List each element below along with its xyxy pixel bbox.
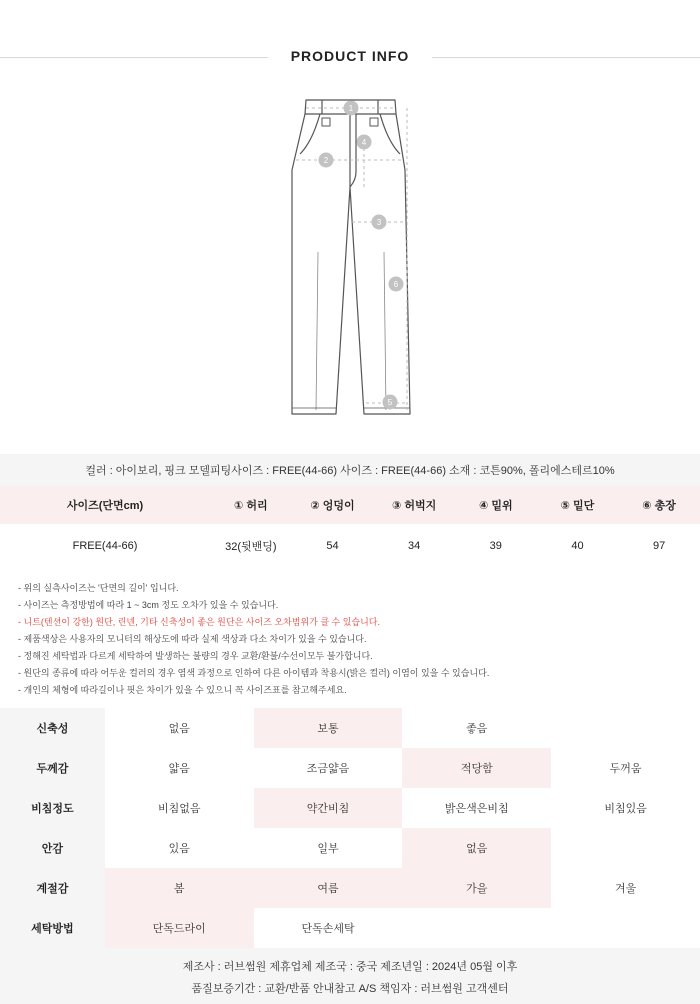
property-table [0,708,700,948]
size-cell: FREE(44-66) [72,540,138,552]
property-option: 적당함 [402,748,551,788]
footer-warranty: 품질보증기간 : 교환/반품 안내참고 A/S 책임자 : 러브썸원 고객센터 [191,983,509,995]
svg-text:1: 1 [348,104,354,113]
property-row-thickness [0,748,700,788]
pants-illustration [0,92,700,432]
property-option: 단독드라이 [105,908,254,948]
property-row-season [0,868,700,908]
property-option: 있음 [105,828,254,868]
divider-right [432,57,700,58]
note-item: - 제품색상은 사용자의 모니터의 해상도에 따라 실제 색상과 다소 차이가 있을 수 있습니다. [18,634,367,644]
property-row-lining [0,828,700,868]
property-option: 없음 [402,828,551,868]
property-label: 안감 [0,828,105,868]
svg-text:5: 5 [387,398,393,407]
property-label: 비침정도 [0,788,105,828]
size-cell: 97 [652,540,666,552]
size-cell: 34 [408,540,421,552]
size-header-cell: 사이즈(단면cm) [66,500,144,512]
property-option: 얇음 [105,748,254,788]
property-option: 두꺼움 [551,748,700,788]
property-option: 비침없음 [105,788,254,828]
property-option: 단독손세탁 [254,908,403,948]
property-label: 세탁방법 [0,908,105,948]
size-header-cell: ③ 허벅지 [392,500,437,512]
size-header-cell: ⑤ 밑단 [560,500,595,512]
note-item: - 정해진 세탁법과 다르게 세탁하여 발생하는 불량의 경우 교환/환불/수선이모두 불가합니다. [18,651,373,661]
svg-text:2: 2 [323,156,329,165]
property-option: 밝은색은비침 [402,788,551,828]
size-cell: 40 [571,540,584,552]
property-option [551,908,700,948]
property-option: 여름 [254,868,403,908]
size-table-header [0,486,700,524]
property-option: 보통 [254,708,403,748]
marker-2 [319,153,334,168]
footer-manufacturer: 제조사 : 러브썸원 제휴업체 제조국 : 중국 제조년일 : 2024년 05월 이후 [182,961,518,973]
note-item: - 위의 실측사이즈는 '단면의 길이' 입니다. [18,583,179,593]
property-option: 없음 [105,708,254,748]
property-option [551,828,700,868]
note-item-warning: - 니트(텐션이 강한) 원단, 린넨, 기타 신축성이 좋은 원단은 사이즈 오차범위가 클 수 있습니다. [18,617,380,627]
property-option: 비침있음 [551,788,700,828]
property-option: 겨울 [551,868,700,908]
property-option: 가을 [402,868,551,908]
property-label: 두께감 [0,748,105,788]
size-table [0,486,700,568]
property-option: 좋음 [402,708,551,748]
footer [0,948,700,1004]
pants-diagram [0,92,700,432]
size-table-row [0,524,700,568]
size-header-cell: ② 엉덩이 [310,500,355,512]
note-item: - 원단의 종류에 따라 어두운 컬러의 경우 염색 과정으로 인하여 다른 아이템과 착용시(밝은 컬러) 이염이 있을 수 있습니다. [18,668,490,678]
size-header-cell: ④ 밑위 [478,500,513,512]
property-label: 계절감 [0,868,105,908]
size-header-cell: ⑥ 총장 [642,500,676,512]
property-option: 조금얇음 [254,748,403,788]
property-option: 봄 [105,868,254,908]
svg-text:6: 6 [393,280,399,289]
product-info-line: 컬러 : 아이보리, 핑크 모델피팅사이즈 : FREE(44-66) 사이즈 : FREE(44-66) 소재 : 코튼90%, 폴리에스테르10% [0,454,700,486]
property-row-stretch [0,708,700,748]
notes-list [18,580,688,699]
note-item: - 개인의 체형에 따라길이나 핏은 차이가 있을 수 있으니 꼭 사이즈표를 참고해주세요. [18,685,347,695]
size-cell: 32(뒷밴딩) [225,541,277,553]
property-option: 약간비침 [254,788,403,828]
marker-1 [344,101,359,116]
section-title: PRODUCT INFO [290,48,410,64]
svg-text:3: 3 [376,218,382,227]
note-item: - 사이즈는 측정방법에 따라 1 ~ 3cm 정도 오차가 있을 수 있습니다. [18,600,279,610]
marker-3 [372,215,387,230]
property-option: 일부 [254,828,403,868]
size-cell: 39 [489,540,502,552]
size-header-cell: ① 허리 [234,500,268,512]
svg-text:4: 4 [361,138,367,147]
property-option [402,908,551,948]
marker-4 [357,135,372,150]
property-row-washing [0,908,700,948]
property-row-sheerness [0,788,700,828]
header [0,0,700,80]
size-cell: 54 [326,540,339,552]
property-option [551,708,700,748]
property-label: 신축성 [0,708,105,748]
marker-5 [383,395,398,410]
marker-6 [389,277,404,292]
